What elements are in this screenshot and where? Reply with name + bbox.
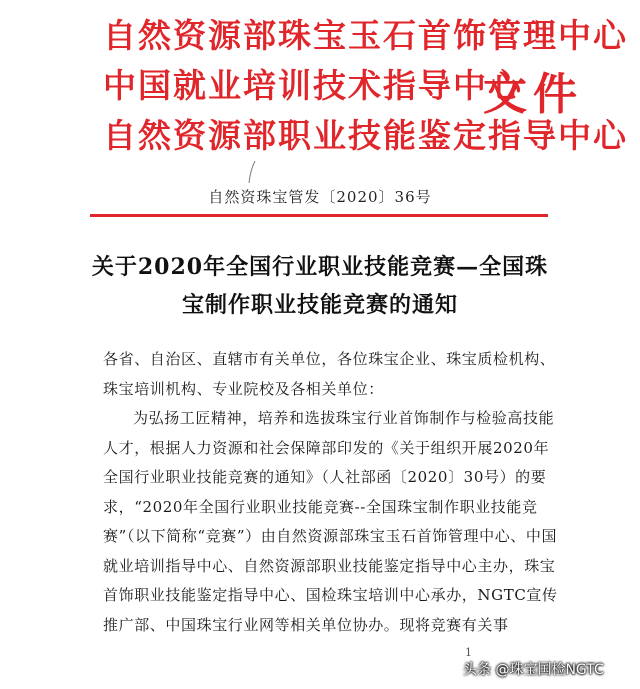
source-watermark: 头条 @珠宝国检NGTC [463,662,604,678]
title-line-2: 宝制作职业技能竞赛的通知 [181,292,458,318]
red-divider [90,214,548,217]
salutation: 各省、自治区、直辖市有关单位，各位珠宝企业、珠宝质检机构、珠宝培训机构、专业院校及各相关单位： [103,350,556,398]
scan-mark [243,160,261,184]
page-number: 1 [465,646,472,659]
document-body [103,345,559,640]
issuer-line-3: 自然资源部职业技能鉴定指导中心 [103,116,628,155]
document-title [0,248,640,324]
document-label: 文件 [483,69,583,120]
document-number: 自然资珠宝管发〔2020〕36号 [208,188,432,206]
title-line-1: 关于2020年全国行业职业技能竞赛—全国珠 [91,254,549,280]
issuer-line-1: 自然资源部珠宝玉石首饰管理中心 [103,16,628,55]
body-paragraph: 为弘扬工匠精神，培养和选拔珠宝行业首饰制作与检验高技能人才，根据人力资源和社会保障部印发的《关于组织开展2020年全国行业职业技能竞赛的通知》（人社部函〔2020〕30号）的要求，“2020年全国行业职业技能竞赛--全国珠宝制作职业技能竞赛”（以下简称“竞赛”）由自然资源部珠宝玉石首饰管理中心、中国就业培训指导中心、自然资源部职业技能鉴定指导中心主办，珠宝首饰职业技能鉴定指导中心、国检珠宝培训中心承办，NGTC宣传推广部、中国珠宝行业网等相关单位协办。现将竞赛有关事 [103,409,558,634]
issuer-line-2: 中国就业培训技术指导中心 [103,66,523,105]
